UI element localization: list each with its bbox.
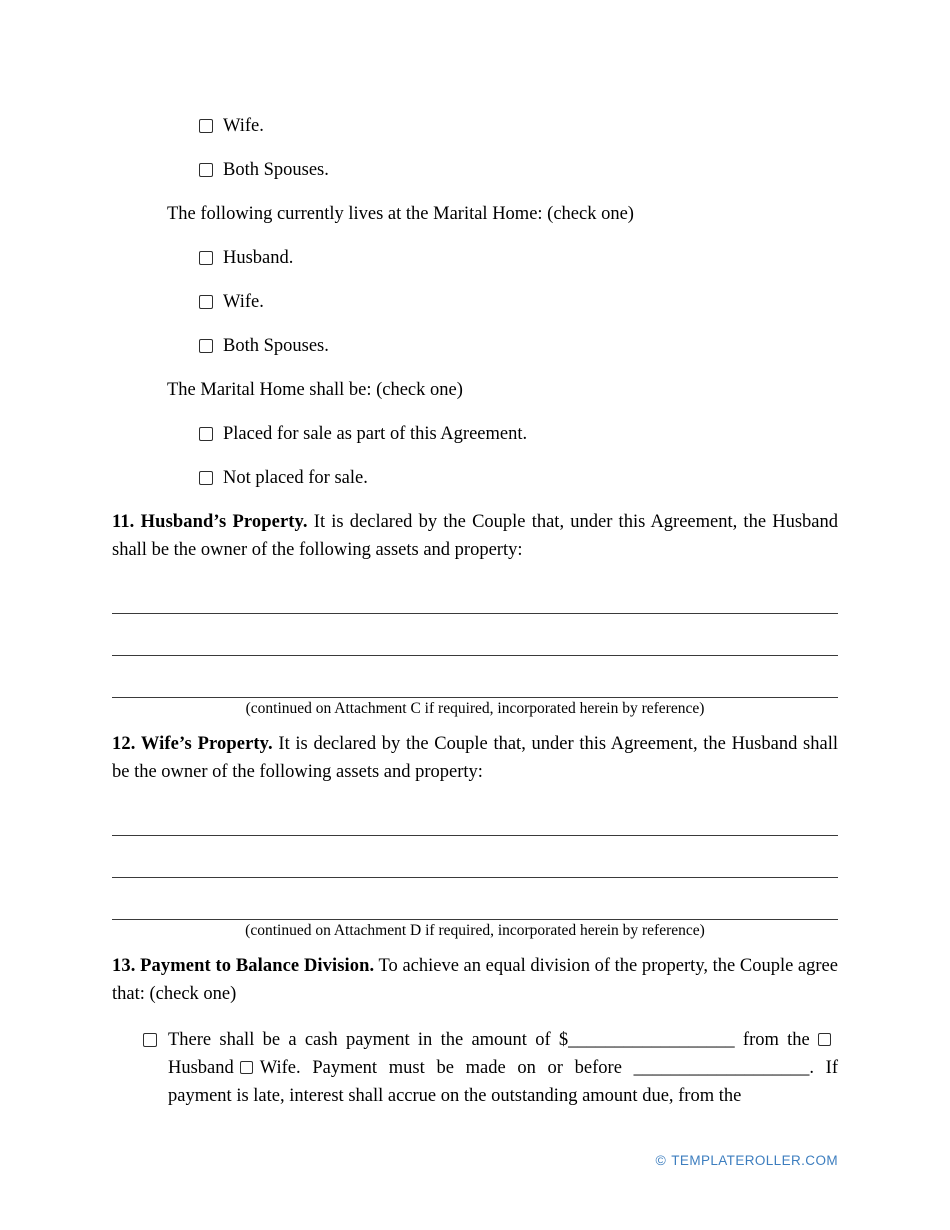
section-12-title: 12. Wife’s Property. bbox=[112, 734, 273, 754]
option-text: There shall be a cash payment in the amount of $ bbox=[168, 1030, 569, 1050]
amount-blank[interactable]: __________________ bbox=[568, 1030, 735, 1050]
option-placed-for-sale[interactable] bbox=[199, 420, 838, 448]
fill-in-line[interactable] bbox=[112, 836, 838, 878]
marital-home-heading: The Marital Home shall be: (check one) bbox=[167, 380, 463, 400]
templateroller-link[interactable]: TEMPLATEROLLER.COM bbox=[671, 1152, 838, 1168]
cash-payment-option[interactable] bbox=[143, 1026, 838, 1110]
section-12-paragraph bbox=[112, 730, 838, 786]
fill-in-line[interactable] bbox=[112, 572, 838, 614]
husband-label: Husband bbox=[168, 1058, 234, 1078]
lives-at-home-options-list bbox=[199, 244, 838, 360]
option-text: . If payment is late, interest shall accrue on the outstanding amount due, from the bbox=[168, 1058, 839, 1106]
section-11-body: It is declared by the Couple that, under this Agreement, the Husband shall be the owner of the following assets and property: bbox=[112, 512, 838, 560]
wife-property-blanks bbox=[112, 794, 838, 920]
fill-in-line[interactable] bbox=[112, 656, 838, 698]
husband-property-blanks bbox=[112, 572, 838, 698]
footer-credit bbox=[656, 1152, 838, 1168]
residence-options-list bbox=[199, 112, 838, 184]
option-both-spouses[interactable] bbox=[199, 332, 838, 360]
section-13-title: 13. Payment to Balance Division. bbox=[112, 956, 375, 976]
section-12-body: It is declared by the Couple that, under this Agreement, the Husband shall be the owner of the following assets and property: bbox=[112, 734, 838, 782]
section-13-body: To achieve an equal division of the property, the Couple agree that: (check one) bbox=[112, 956, 838, 1004]
wife-checkbox-icon[interactable] bbox=[240, 1061, 253, 1074]
attachment-d-note: (continued on Attachment D if required, incorporated herein by reference) bbox=[245, 922, 705, 939]
checkbox-icon[interactable] bbox=[199, 251, 213, 265]
checkbox-icon[interactable] bbox=[199, 119, 213, 133]
checkbox-icon[interactable] bbox=[199, 471, 213, 485]
checkbox-icon[interactable] bbox=[199, 163, 213, 177]
wife-label: Wife. bbox=[259, 1058, 301, 1078]
fill-in-line[interactable] bbox=[112, 878, 838, 920]
fill-in-line[interactable] bbox=[112, 614, 838, 656]
checkbox-icon[interactable] bbox=[199, 339, 213, 353]
checkbox-icon[interactable] bbox=[199, 427, 213, 441]
option-text: from the bbox=[734, 1030, 819, 1050]
section-11-paragraph bbox=[112, 508, 838, 564]
section-13-paragraph bbox=[112, 952, 838, 1008]
option-label: Placed for sale as part of this Agreement. bbox=[223, 424, 528, 444]
option-label: Both Spouses. bbox=[223, 336, 329, 356]
option-wife[interactable] bbox=[199, 112, 838, 140]
husband-checkbox-icon[interactable] bbox=[818, 1033, 831, 1046]
option-label: Wife. bbox=[223, 292, 264, 312]
option-label: Both Spouses. bbox=[223, 160, 329, 180]
copyright-icon: © bbox=[655, 1152, 667, 1168]
date-blank[interactable]: ___________________ bbox=[633, 1058, 810, 1078]
section-11-title: 11. Husband’s Property. bbox=[112, 512, 308, 532]
option-not-placed-for-sale[interactable] bbox=[199, 464, 838, 492]
cash-payment-checkbox-icon[interactable] bbox=[143, 1033, 157, 1047]
fill-in-line[interactable] bbox=[112, 794, 838, 836]
attachment-c-note: (continued on Attachment C if required, incorporated herein by reference) bbox=[245, 700, 705, 717]
option-label: Wife. bbox=[223, 116, 264, 136]
option-label: Husband. bbox=[223, 248, 294, 268]
marital-home-options-list bbox=[199, 420, 838, 492]
option-husband[interactable] bbox=[199, 244, 838, 272]
lives-at-home-heading: The following currently lives at the Marital Home: (check one) bbox=[167, 204, 634, 224]
option-text: Payment must be made on or before bbox=[300, 1058, 634, 1078]
option-label: Not placed for sale. bbox=[223, 468, 368, 488]
document-content bbox=[112, 112, 838, 1110]
checkbox-icon[interactable] bbox=[199, 295, 213, 309]
option-both-spouses[interactable] bbox=[199, 156, 838, 184]
option-wife[interactable] bbox=[199, 288, 838, 316]
